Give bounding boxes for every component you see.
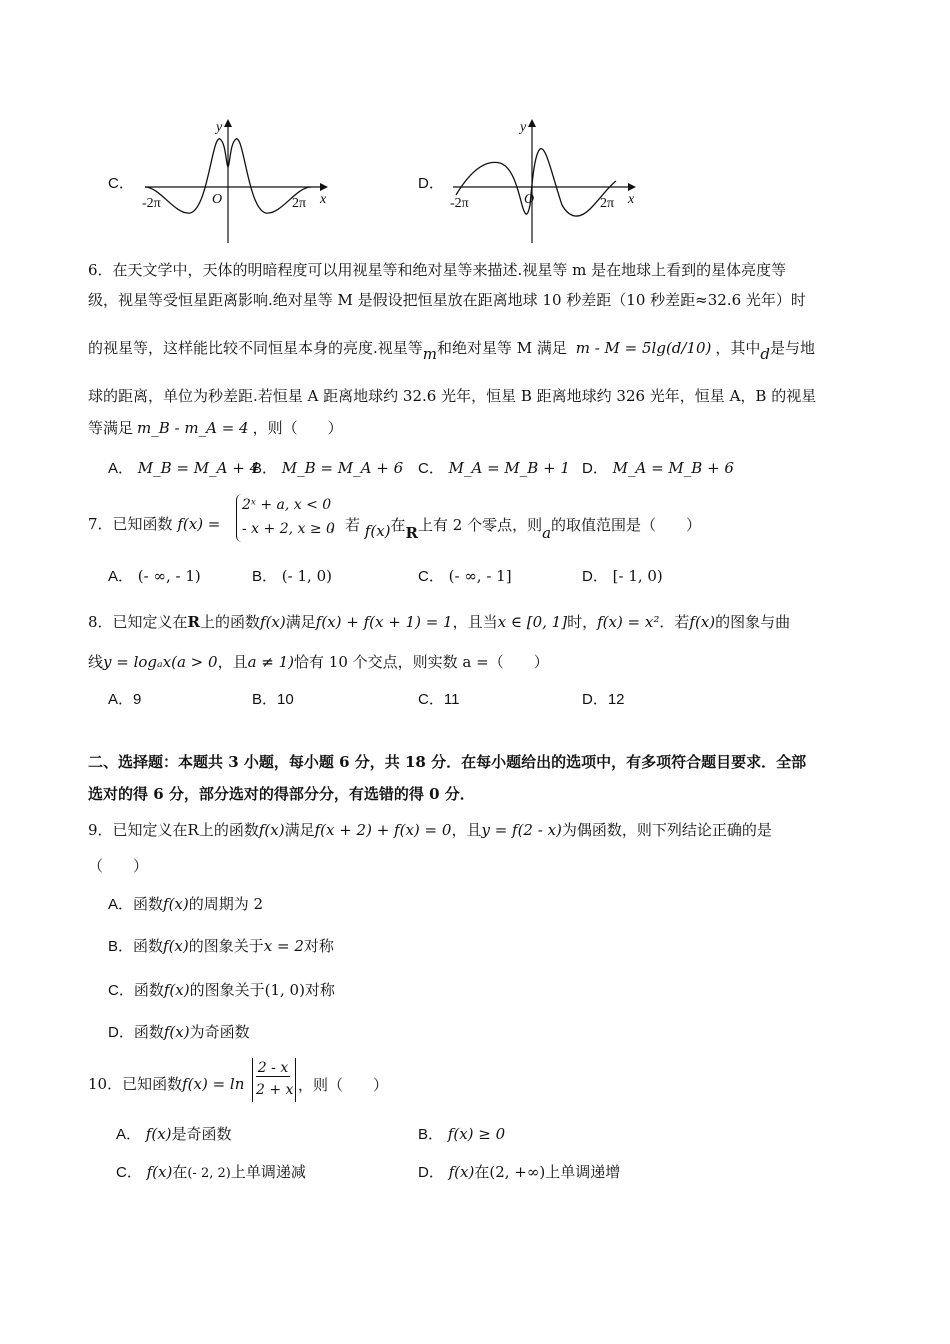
q8-option-c[interactable]: C．11 xyxy=(418,691,460,708)
q10-option-c[interactable]: C． f(x)在(- 2, 2)上单调递减 xyxy=(116,1163,306,1181)
q9-option-a[interactable]: A．函数f(x)的周期为 2 xyxy=(108,895,264,913)
q9-line-2: （ ） xyxy=(88,857,149,875)
section-2-heading-line-1: 二、选择题：本题共 3 小题，每小题 6 分，共 18 分．在每小题给出的选项中，有多项符合题目要求．全部 xyxy=(88,753,807,771)
q7-line-rest: ，若 f(x)在R上有 2 个零点，则a的取值范围是（ ） xyxy=(330,516,702,542)
q10-option-d[interactable]: D． f(x)在(2, +∞)上单调递增 xyxy=(418,1163,621,1181)
q6-line-4: 球的距离，单位为秒差距.若恒星 A 距离地球约 32.6 光年，恒星 B 距离地球约 326 光年，恒星 A，B 的视星 xyxy=(88,387,817,405)
q8-option-a[interactable]: A．9 xyxy=(108,691,142,708)
q7-option-b[interactable]: B． (- 1, 0) xyxy=(252,567,332,585)
graph-d-x-label: x xyxy=(628,192,635,207)
q6-line-1: 6．在天文学中，天体的明暗程度可以用视星等和绝对星等来描述.视星等 m 是在地球上看到的星体亮度等 xyxy=(88,261,787,279)
section-2-heading-line-2: 选对的得 6 分，部分选对的得部分分，有选错的得 0 分． xyxy=(88,785,475,803)
q10-line: 10．已知函数f(x) = ln xyxy=(88,1075,245,1093)
q6-m: m xyxy=(422,345,438,363)
q9-option-c[interactable]: C．函数f(x)的图象关于(1, 0)对称 xyxy=(108,981,335,999)
q10-option-b[interactable]: B． f(x) ≥ 0 xyxy=(418,1125,506,1143)
q7-option-a[interactable]: A． (- ∞, - 1) xyxy=(108,567,201,585)
q7-function: f(x) = xyxy=(177,515,221,533)
q7-case-2: - x + 2, x ≥ 0 xyxy=(242,521,335,537)
graph-c-x-label: x xyxy=(320,192,327,207)
q9-line-1: 9．已知定义在R上的函数f(x)满足f(x + 2) + f(x) = 0，且y = f(2 - x)为偶函数，则下列结论正确的是 xyxy=(88,821,772,839)
q6-line-2: 级，视星等受恒星距离影响.绝对星等 M 是假设把恒星放在距离地球 10 秒差距（10 秒差距≈32.6 光年）时 xyxy=(88,291,806,309)
graph-d-neg-tick: -2π xyxy=(450,196,469,211)
graph-d-y-label: y xyxy=(520,120,527,135)
graph-d-origin: O xyxy=(524,192,535,207)
q7-option-d[interactable]: D． [- 1, 0) xyxy=(582,567,663,585)
graph-c-pos-tick: 2π xyxy=(292,196,307,211)
q10-suffix: ，则（ ） xyxy=(298,1076,389,1094)
q6-line-5: 等满足 m_B - m_A = 4 ，则（ ） xyxy=(88,419,343,437)
q8-line-2: 线y = logₐx(a > 0，且a ≠ 1)恰有 10 个交点，则实数 a =（ ） xyxy=(88,653,549,671)
q6-formula: m - M = 5lg(d/10) xyxy=(575,339,712,357)
q8-line-1: 8．已知定义在R上的函数f(x)满足f(x) + f(x + 1) = 1，且当x ∈ [0, 1]时，f(x) = x²．若f(x)的图象与曲 xyxy=(88,613,791,631)
q10-denominator: 2 + x xyxy=(256,1082,294,1098)
q9-option-d[interactable]: D．函数f(x)为奇函数 xyxy=(108,1023,250,1041)
q7-option-c[interactable]: C． (- ∞, - 1] xyxy=(418,567,512,585)
graph-c-neg-tick: -2π xyxy=(142,196,161,211)
q10-option-a[interactable]: A． f(x)是奇函数 xyxy=(116,1125,232,1143)
q6-option-c[interactable]: C． M_A = M_B + 1 xyxy=(418,459,570,477)
q8-option-d[interactable]: D．12 xyxy=(582,691,625,708)
q6-option-d[interactable]: D． M_A = M_B + 6 xyxy=(582,459,734,477)
graph-c-option-label: C． xyxy=(108,175,134,192)
q8-option-b[interactable]: B．10 xyxy=(252,691,294,708)
graph-d-pos-tick: 2π xyxy=(600,196,615,211)
graph-c-origin: O xyxy=(212,192,223,207)
q7-line: 7．已知函数 f(x) = xyxy=(88,515,221,533)
graph-c xyxy=(140,115,340,245)
q10-function: f(x) = ln xyxy=(182,1075,245,1093)
q6-option-b[interactable]: B． M_B = M_A + 6 xyxy=(252,459,404,477)
q6-option-a[interactable]: A． M_B = M_A + 4 xyxy=(108,459,260,477)
q7-case-1: 2ˣ + a, x < 0 xyxy=(242,497,332,513)
q6-line-3: 的视星等，这样能比较不同恒星本身的亮度.视星等m和绝对星等 M 满足 m - M = 5lg(d/10) ，其中d是与地 xyxy=(88,339,816,363)
graph-d xyxy=(448,115,648,245)
q6-condition: m_B - m_A = 4 xyxy=(137,419,249,437)
q9-option-b[interactable]: B．函数f(x)的图象关于x = 2对称 xyxy=(108,937,334,955)
q10-numerator: 2 - x xyxy=(257,1060,289,1076)
graph-d-option-label: D． xyxy=(418,175,444,192)
graph-c-y-label: y xyxy=(216,120,223,135)
